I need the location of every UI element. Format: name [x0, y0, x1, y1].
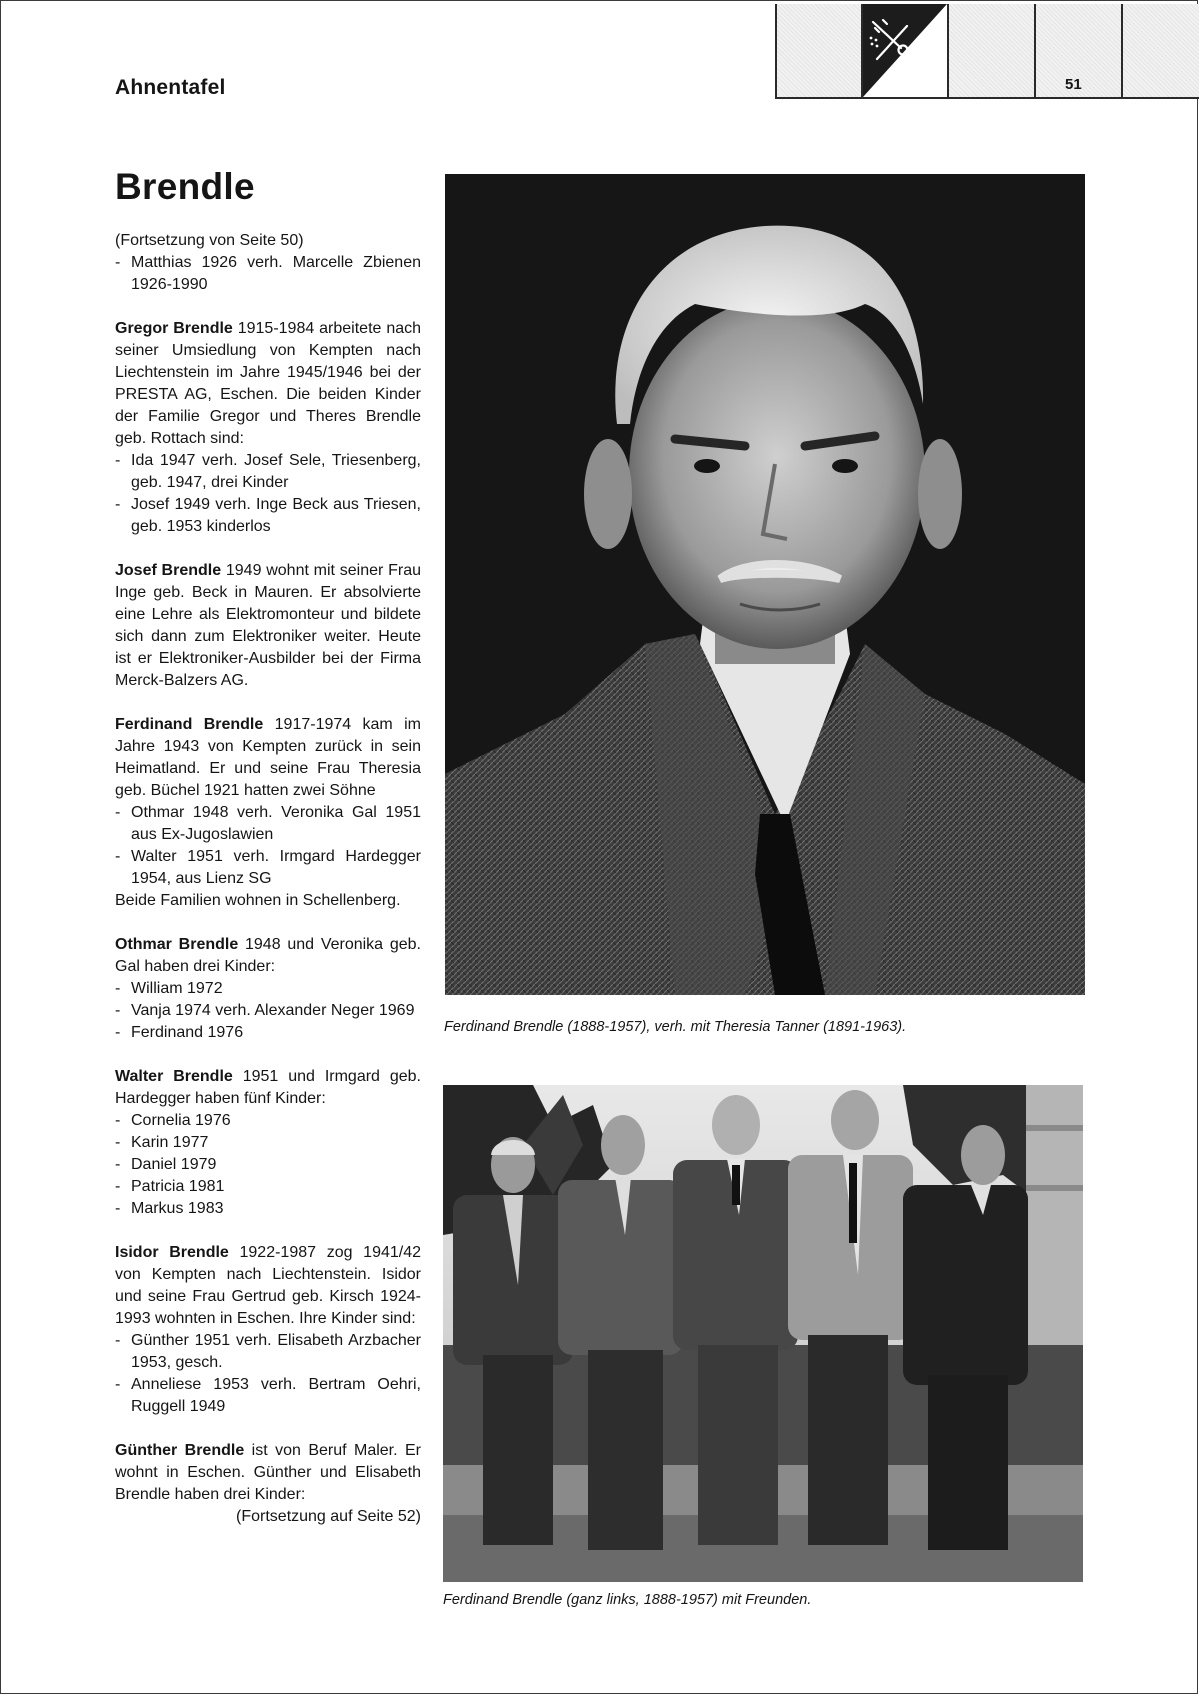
- continued-from-note: (Fortsetzung von Seite 50): [115, 232, 304, 249]
- paragraph-text: 1917-1974 kam im Jahre 1943 von Kempten zurück in sein Heimatland. Er und seine Frau Theresia geb. Büchel 1921 hatten zwei Söhne: [115, 716, 421, 799]
- paragraph-text: 1951 und Irmgard geb. Hardegger haben fünf Kinder:: [115, 1068, 421, 1107]
- continued-on-note: (Fortsetzung auf Seite 52): [236, 1508, 421, 1525]
- group-image: [443, 1085, 1083, 1582]
- header-cell: [1123, 4, 1199, 97]
- list-item: - Daniel 1979: [115, 1154, 421, 1176]
- paragraph-othmar: [115, 934, 421, 978]
- page-number: 51: [1065, 76, 1082, 93]
- paragraph-isidor: [115, 1242, 421, 1330]
- paragraph-guenther: [115, 1440, 421, 1506]
- paragraph-text: 1949 wohnt mit seiner Frau Inge geb. Beck in Mauren. Er absolvierte eine Lehre als Elektromonteur und bildete sich dann zum Elektroniker weiter. Heute ist er Elektroniker-Ausbilder bei der Firma Merck-Balzers AG.: [115, 562, 421, 689]
- portrait-image: [445, 174, 1085, 995]
- person-name: Günther Brendle: [115, 1442, 245, 1459]
- children-list: [115, 450, 421, 538]
- person-name: Isidor Brendle: [115, 1244, 229, 1261]
- list-item: - Matthias 1926 verh. Marcelle Zbienen 1926-1990: [115, 252, 421, 296]
- crossed-tools-icon: [863, 4, 947, 97]
- paragraph-text: 1915-1984 arbeitete nach seiner Umsiedlung von Kempten nach Liechtenstein im Jahre 1945/1946 bei der PRESTA AG, Eschen. Die beiden Kinder der Familie Gregor und Theres Brendle geb. Rottach sind:: [115, 320, 422, 447]
- person-name: Gregor Brendle: [115, 320, 233, 337]
- article-body: [115, 230, 421, 1528]
- header-emblem-cell: [863, 4, 949, 97]
- paragraph-text: 1922-1987 zog 1941/42 von Kempten nach Liechtenstein. Isidor und seine Frau Gertrud geb. Kirsch 1924-1993 wohnten in Eschen. Ihre Kinder sind:: [115, 1244, 421, 1327]
- portrait-photo: [445, 174, 1085, 995]
- group-photo: [443, 1085, 1083, 1582]
- paragraph-ferdinand: [115, 714, 421, 802]
- header-cell: [777, 4, 863, 97]
- person-name: Othmar Brendle: [115, 936, 239, 953]
- photo-caption: Ferdinand Brendle (ganz links, 1888-1957) mit Freunden.: [443, 1592, 812, 1608]
- list-item: - Patricia 1981: [115, 1176, 421, 1198]
- children-list: [115, 1330, 421, 1418]
- photo-caption: Ferdinand Brendle (1888-1957), verh. mit Theresia Tanner (1891-1963).: [444, 1019, 907, 1035]
- person-name: Walter Brendle: [115, 1068, 233, 1085]
- paragraph-text: 1948 und Veronika geb. Gal haben drei Kinder:: [115, 936, 421, 975]
- list-item: - Othmar 1948 verh. Veronika Gal 1951 aus Ex-Jugoslawien: [115, 802, 421, 846]
- children-list: [115, 802, 421, 890]
- list-item: - Günther 1951 verh. Elisabeth Arzbacher 1953, gesch.: [115, 1330, 421, 1374]
- list-item: - Anneliese 1953 verh. Bertram Oehri, Ruggell 1949: [115, 1374, 421, 1418]
- paragraph-josef: [115, 560, 421, 692]
- intro-list: [115, 252, 421, 296]
- children-list: [115, 1110, 421, 1220]
- person-name: Josef Brendle: [115, 562, 222, 579]
- page-title: Brendle: [115, 166, 255, 207]
- list-item: - Markus 1983: [115, 1198, 421, 1220]
- list-item: - William 1972: [115, 978, 421, 1000]
- list-item: - Cornelia 1976: [115, 1110, 421, 1132]
- children-list: [115, 978, 421, 1044]
- section-label: Ahnentafel: [115, 76, 226, 99]
- header-cell: [949, 4, 1036, 97]
- paragraph-text: Beide Familien wohnen in Schellenberg.: [115, 892, 401, 909]
- list-item: - Karin 1977: [115, 1132, 421, 1154]
- list-item: - Ferdinand 1976: [115, 1022, 421, 1044]
- list-item: - Walter 1951 verh. Irmgard Hardegger 1954, aus Lienz SG: [115, 846, 421, 890]
- list-item: - Josef 1949 verh. Inge Beck aus Triesen, geb. 1953 kinderlos: [115, 494, 421, 538]
- paragraph-gregor: [115, 318, 421, 450]
- list-item: - Ida 1947 verh. Josef Sele, Triesenberg, geb. 1947, drei Kinder: [115, 450, 421, 494]
- person-name: Ferdinand Brendle: [115, 716, 264, 733]
- paragraph-walter: [115, 1066, 421, 1110]
- paragraph-text: ist von Beruf Maler. Er wohnt in Eschen. Günther und Elisabeth Brendle haben drei Kinder:: [115, 1442, 422, 1503]
- header-grid: [775, 4, 1199, 99]
- list-item: - Vanja 1974 verh. Alexander Neger 1969: [115, 1000, 421, 1022]
